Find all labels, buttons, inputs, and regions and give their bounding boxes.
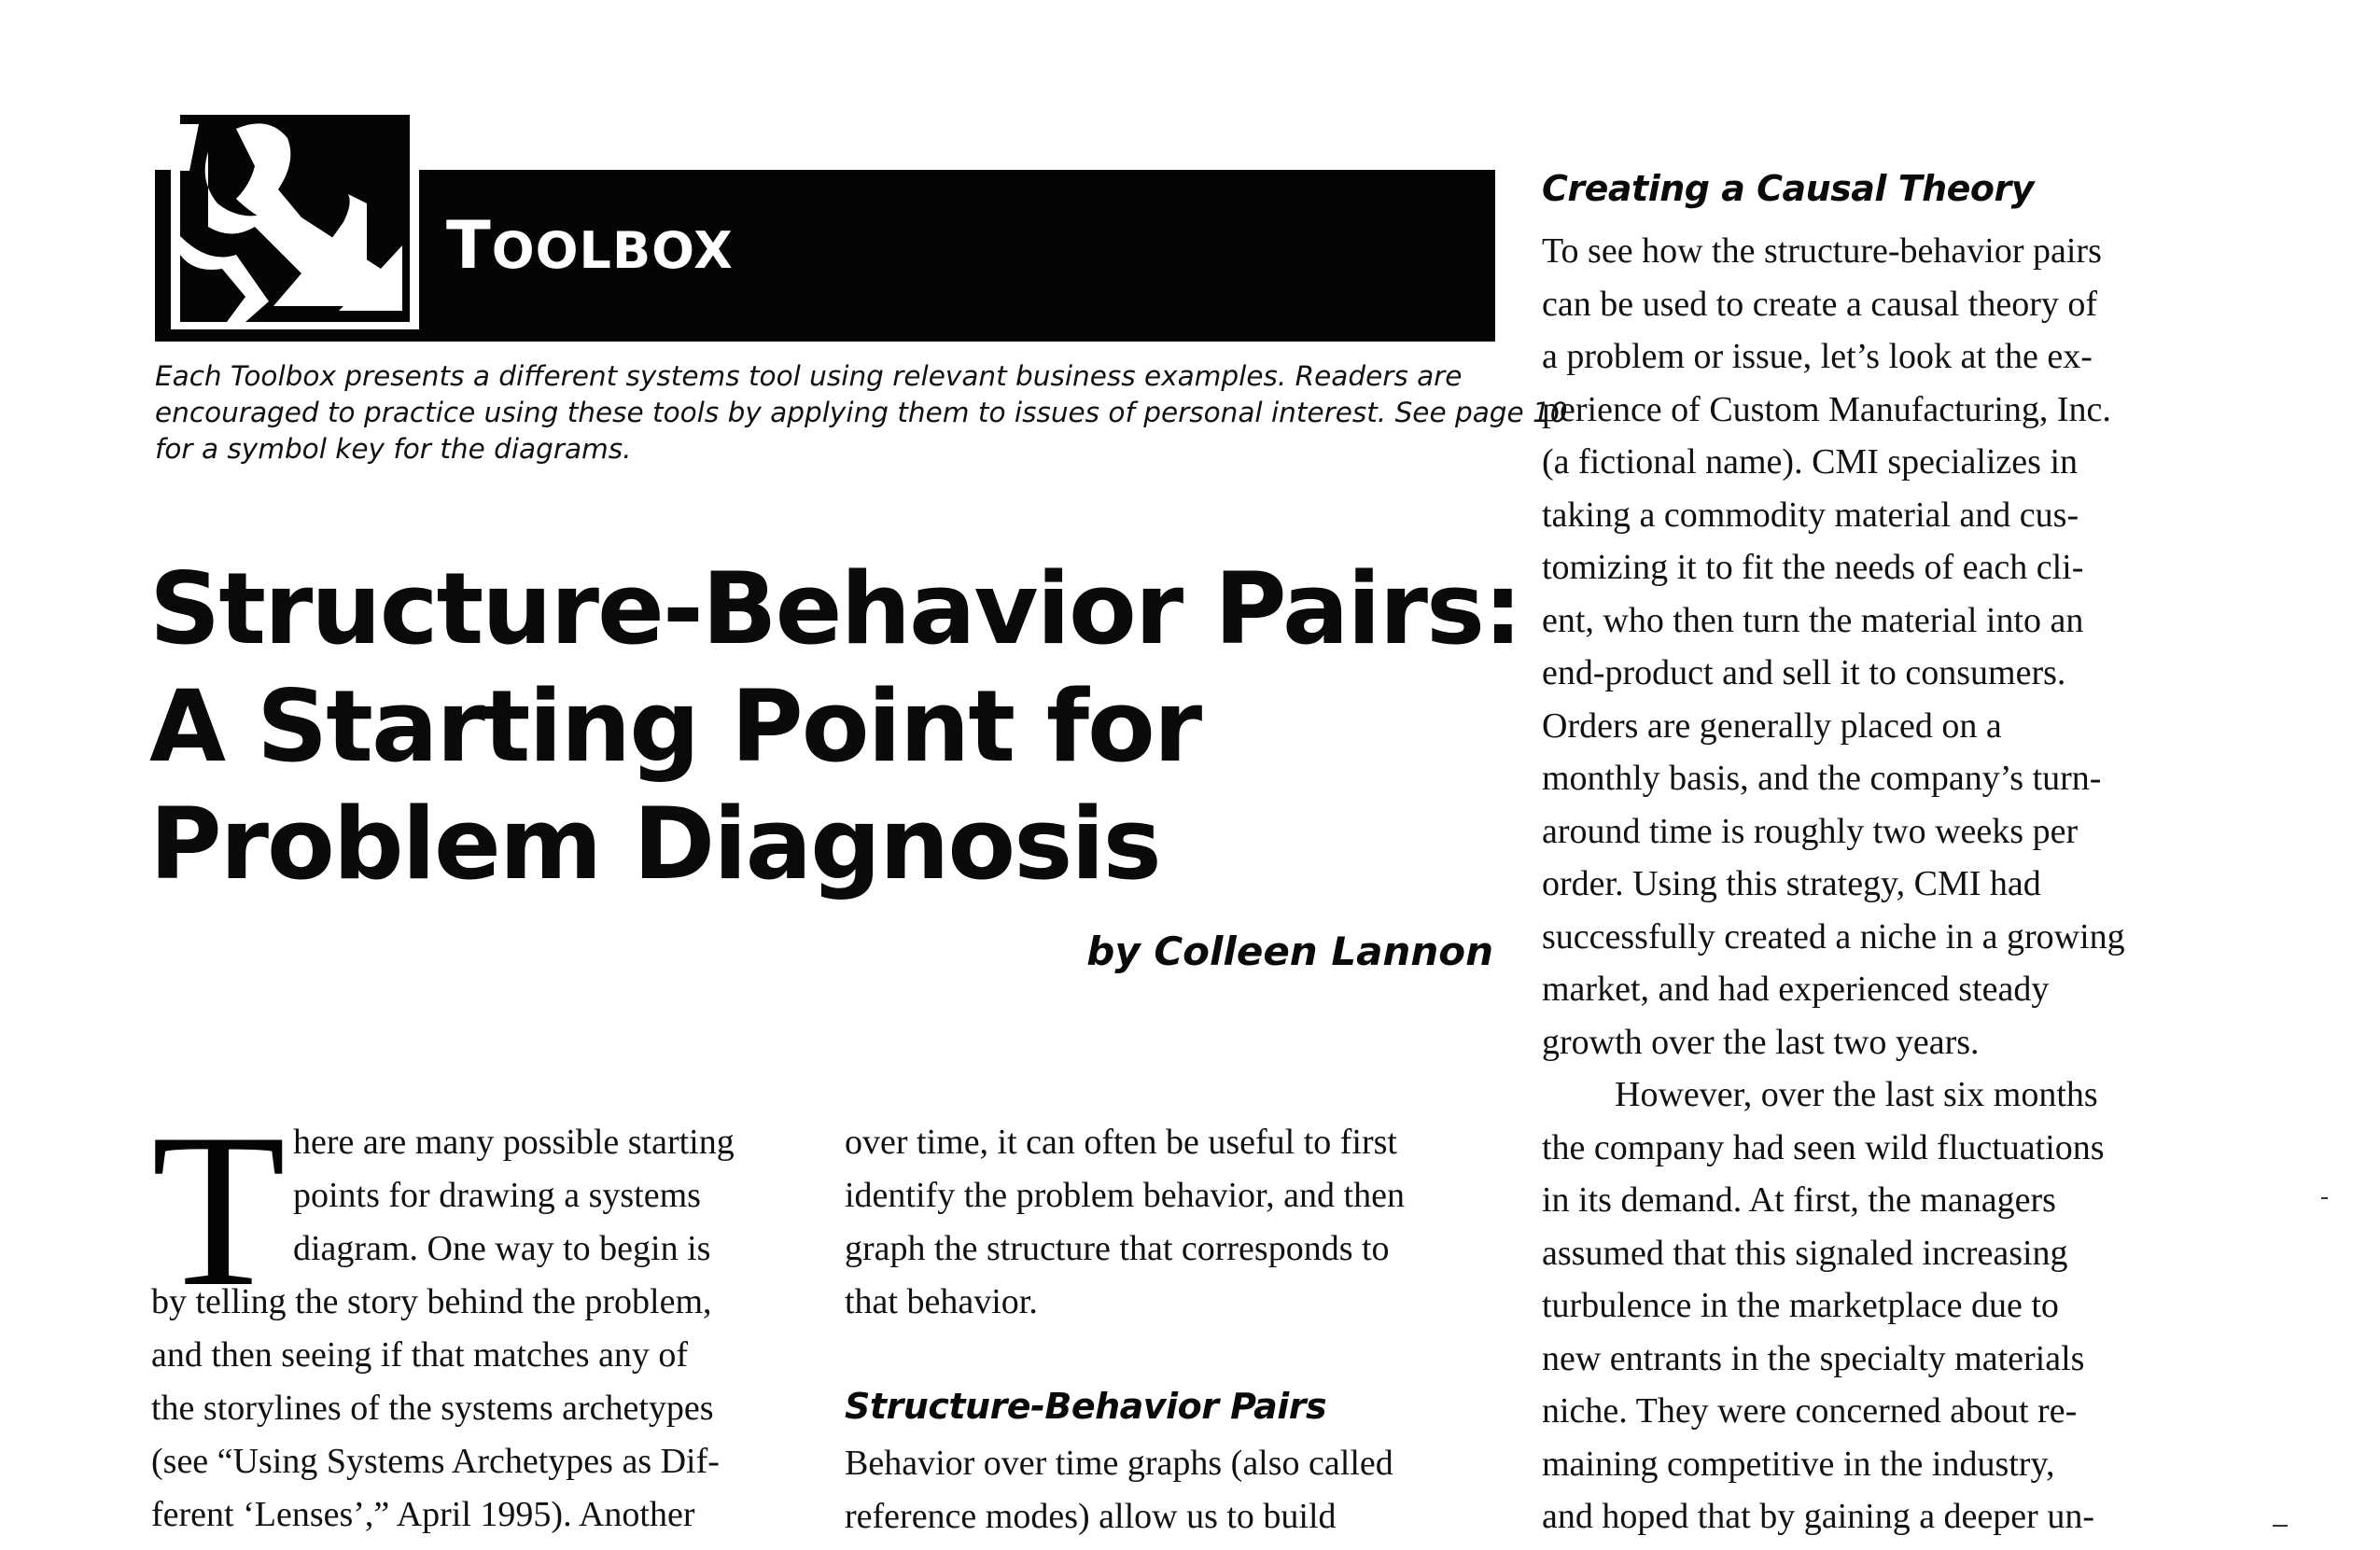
body-line: over time, it can often be useful to first (845, 1123, 1397, 1162)
toolbox-caption (155, 358, 1568, 468)
body-line: market, and had experienced steady (1542, 970, 2050, 1009)
body-line: ent, who then turn the material into an (1542, 600, 2084, 640)
body-column-2-continued (845, 1437, 1498, 1543)
body-line: niche. They were concerned about re- (1542, 1391, 2078, 1431)
body-line: (a fictional name). CMI specializes in (1542, 442, 2079, 482)
title-line: Structure-Behavior Pairs: (149, 552, 1521, 666)
caption-line: encouraged to practice using these tools by applying them to issues of personal interest. See page 10 (155, 397, 1568, 428)
body-line: ferent ‘Lenses’,” April 1995). Another (151, 1495, 695, 1534)
body-line: identify the problem behavior, and then (845, 1176, 1405, 1215)
title-line: Problem Diagnosis (149, 787, 1160, 901)
title-line: A Starting Point for (149, 669, 1201, 784)
body-line: To see how the structure-behavior pairs (1542, 231, 2102, 271)
body-line: the storylines of the systems archetypes (151, 1389, 714, 1428)
toolbox-banner-title: TOOLBOX (446, 207, 734, 284)
body-line: that behavior. (845, 1282, 1038, 1321)
caption-line: Each Toolbox presents a different systems tool using relevant business examples. Readers are (155, 360, 1463, 392)
body-line: and hoped that by gaining a deeper un- (1542, 1497, 2094, 1536)
scan-speck (2321, 1197, 2328, 1199)
drop-cap: T (151, 1089, 287, 1333)
body-line: order. Using this strategy, CMI had (1542, 864, 2041, 903)
body-line: taking a commodity material and cus- (1542, 495, 2079, 535)
body-line: graph the structure that corresponds to (845, 1229, 1390, 1268)
body-line: reference modes) allow us to build (845, 1497, 1337, 1536)
article-byline: by Colleen Lannon (1086, 929, 1493, 974)
body-line: end-product and sell it to consumers. (1542, 653, 2066, 692)
body-line: the company had seen wild fluctuations (1542, 1127, 2105, 1167)
scan-speck (2273, 1525, 2288, 1527)
body-line: and then seeing if that matches any of (151, 1335, 689, 1375)
body-line: assumed that this signaled increasing (1542, 1233, 2068, 1273)
caption-line: for a symbol key for the diagrams. (155, 433, 632, 465)
body-column-1 (151, 1116, 795, 1542)
body-line: perience of Custom Manufacturing, Inc. (1542, 389, 2111, 429)
body-line: maining competitive in the industry, (1542, 1444, 2055, 1484)
body-line: turbulence in the marketplace due to (1542, 1286, 2059, 1325)
body-column-3 (1542, 225, 2195, 1543)
body-line: tomizing it to fit the needs of each cli- (1542, 548, 2084, 587)
body-line: However, over the last six months (1615, 1075, 2098, 1114)
body-line: can be used to create a causal theory of (1542, 284, 2098, 324)
body-line: monthly basis, and the company’s turn- (1542, 759, 2102, 798)
toolbox-icon-frame (171, 109, 419, 329)
section-heading-structure-behavior-pairs: Structure-Behavior Pairs (845, 1386, 1327, 1427)
body-line: growth over the last two years. (1542, 1022, 1980, 1062)
body-line: points for drawing a systems (293, 1176, 701, 1215)
body-line: new entrants in the specialty materials (1542, 1338, 2085, 1378)
body-line: a problem or issue, let’s look at the ex- (1542, 337, 2093, 376)
wrench-arrow-icon (180, 115, 410, 322)
body-line: Behavior over time graphs (also called (845, 1444, 1393, 1483)
article-title (149, 551, 1521, 903)
body-line: (see “Using Systems Archetypes as Dif- (151, 1442, 720, 1481)
body-column-2 (845, 1116, 1498, 1329)
body-line: by telling the story behind the problem, (151, 1282, 712, 1321)
body-line: in its demand. At first, the managers (1542, 1180, 2056, 1220)
body-line: here are many possible starting (293, 1123, 735, 1162)
body-line: around time is roughly two weeks per (1542, 811, 2079, 851)
body-line: Orders are generally placed on a (1542, 705, 2002, 746)
body-line: successfully created a niche in a growing (1542, 916, 2125, 957)
body-line: diagram. One way to begin is (293, 1229, 711, 1268)
section-heading-creating-causal-theory: Creating a Causal Theory (1542, 168, 2035, 209)
